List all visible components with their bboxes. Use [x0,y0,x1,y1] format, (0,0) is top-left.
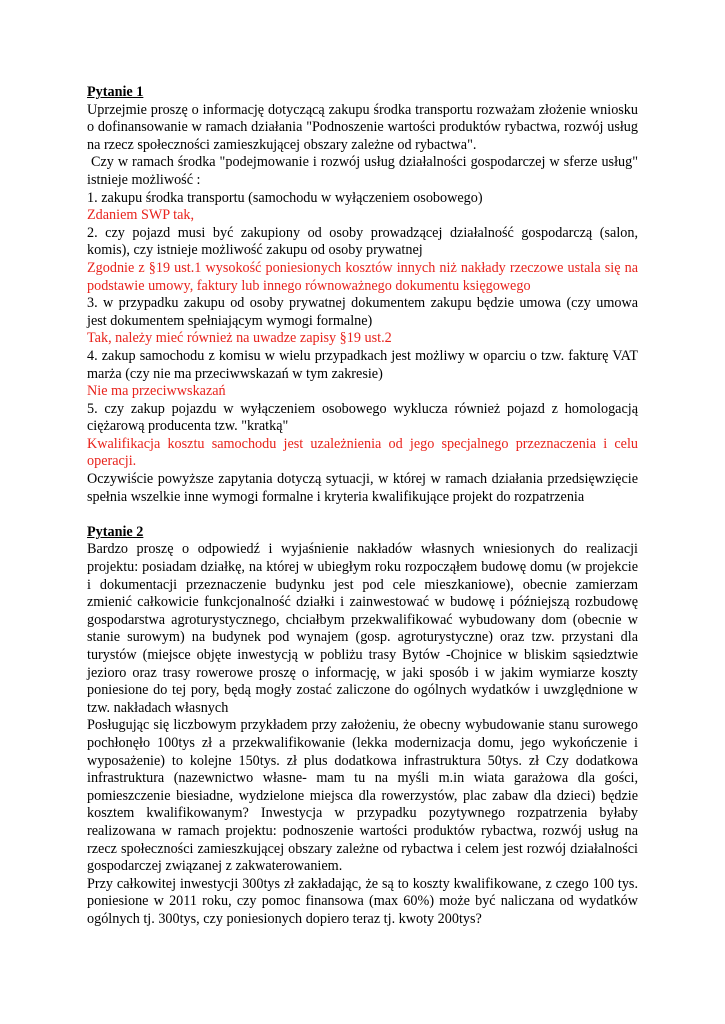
question-4: 4. zakup samochodu z komisu w wielu przypadkach jest możliwy w oparciu o tzw. fakturę VAT marża (czy nie ma przeciwwskazań w tym zakresie) [87,347,638,382]
section2-heading: Pytanie 2 [87,523,144,540]
section2-paragraph-1: Bardzo proszę o odpowiedź i wyjaśnienie nakładów własnych wniesionych do realizacji projektu: posiadam działkę, na której w ubiegłym roku rozpocząłem budowę domu (w projekcie i dokumentacji przeznaczenie budynku jest pod cele mieszkaniowe), obecnie zamierzam zmienić całkowicie funkcjonalność działki i zainwestować w budowę i późniejszą rozbudowę gospodarstwa agroturystycznego, chciałbym przekwalifikować wybudowany dom (obecnie w stanie surowym) na budynek pod wynajem (gosp. agroturystyczne) oraz tzw. przystani dla turystów (miejsce objęte inwestycją w pobliżu trasy Bytów -Chojnice w bliskim sąsiedztwie jezioro oraz trasy rowerowe proszę o informację, w jaki sposób i w jakim wymiarze koszty poniesione do tej pory, będą mogły zostać zaliczone do ogólnych wydatków i uwzględnione w tzw. nakładach własnych [87,541,638,716]
section1-closing: Oczywiście powyższe zapytania dotyczą sytuacji, w której w ramach działania przedsięwzięcie spełnia wszelkie inne wymogi formalne i kryteria kwalifikujące projekt do rozpatrzenia [87,471,638,505]
question-2: 2. czy pojazd musi być zakupiony od osoby prowadzącej działalność gospodarczą (salon, komis), czy istnieje możliwość zakupu od osoby prywatnej [87,224,638,259]
question-3: 3. w przypadku zakupu od osoby prywatnej dokumentem zakupu będzie umowa (czy umowa jest dokumentem spełniającym wymogi formalne) [87,295,638,329]
section2-paragraph-3: Przy całkowitej inwestycji 300tys zł zakładając, że są to koszty kwalifikowane, z czego 100 tys. poniesione w 2011 roku, czy pomoc finansowa (max 60%) może być naliczana od wydatków ogólnych tj. 300tys, czy poniesionych dopiero teraz tj. kwoty 200tys? [87,875,638,927]
section2-paragraph-2: Posługując się liczbowym przykładem przy założeniu, że obecny wybudowanie stanu surowego pochłonęło 100tys zł a przekwalifikowanie (lekka modernizacja domu, jego wykończenie i wyposażenie) to kolejne 150tys. zł plus dodatkowa infrastruktura 50tys. zł Czy dodatkowa infrastruktura (nazewnictwo własne- mam tu na myśli m.in wiata garażowa dla gości, pomieszczenie biesiadne, wydzielone miejsca dla rowerzystów, plac zabaw dla dzieci) będzie kosztem kwalifikowanym? Inwestycja w przypadku pozytywnego rozpatrzenia byłaby realizowana w ramach projektu: podnoszenie wartości produktów rybactwa, rozwój usług na rzecz społeczności zamieszkującej obszary zależne od rybactwa i celem jest rozwój działalności gospodarczej związanej z zakwaterowaniem. [87,717,638,875]
question-1: 1. zakupu środka transportu (samochodu w wyłączeniem osobowego) [87,189,483,206]
question-5: 5. czy zakup pojazdu w wyłączeniem osobowego wyklucza również pojazd z homologacją ciężarową producenta tzw. "kratką" [87,400,638,435]
section1-intro: Uprzejmie proszę o informację dotyczącą zakupu środka transportu rozważam złożenie wniosku o dofinansowanie w ramach działania "Podnoszenie wartości produktów rybactwa, rozwój usług na rzecz społeczności zamieszkującej obszary zależne od rybactwa". [87,101,638,153]
section1-heading: Pytanie 1 [87,84,144,100]
answer-5: Kwalifikacja kosztu samochodu jest uzależnienia od jego specjalnego przeznaczenia i celu operacji. [87,435,638,470]
section1-question: Czy w ramach środka "podejmowanie i rozwój usług działalności gospodarczej w sferze usług" istnieje możliwość : [87,154,638,188]
document-page [87,84,638,929]
answer-3: Tak, należy mieć również na uwadze zapisy §19 ust.2 [87,330,392,347]
answer-2: Zgodnie z §19 ust.1 wysokość poniesionych kosztów innych niż nakłady rzeczowe ustala się na podstawie umowy, faktury lub innego równoważnego dokumentu księgowego [87,259,638,294]
answer-4: Nie ma przeciwwskazań [87,383,226,400]
section-spacer [87,506,638,524]
answer-1: Zdaniem SWP tak, [87,207,195,224]
